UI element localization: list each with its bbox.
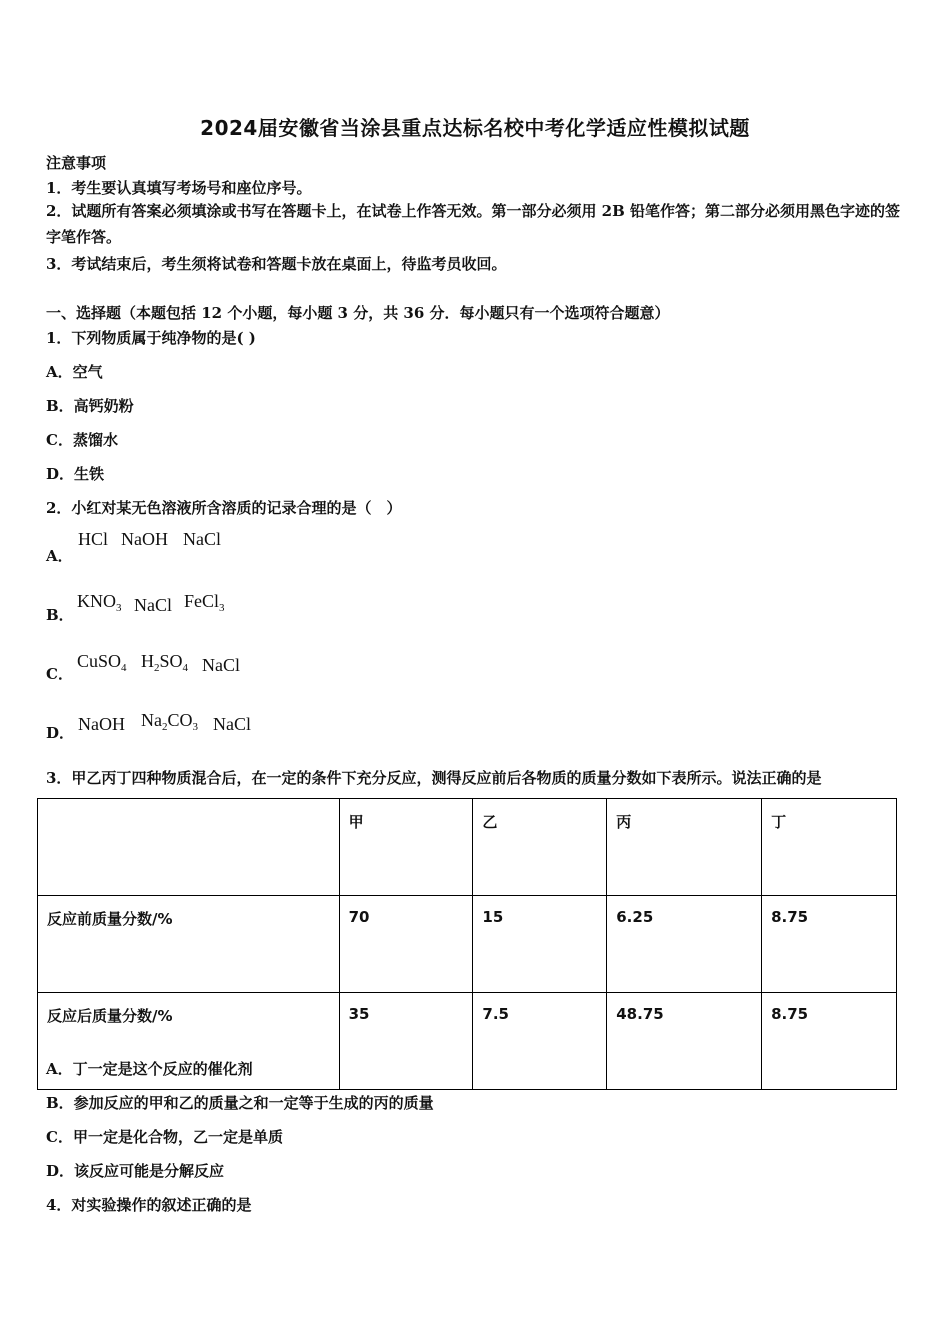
q3-table [37,798,897,1090]
q2-d-formula-2: $Na_2CO_3$ [141,710,199,733]
q1-option-a: A．空气 [46,363,103,381]
table-cell: 8.75 [762,993,897,1090]
table-cell: 6.25 [607,896,762,993]
q1-option-d: D．生铁 [46,465,105,483]
q2-letter-a: A． [46,547,73,565]
notice-item-3: 3．考试结束后，考生须将试卷和答题卡放在桌面上，待监考员收回。 [46,255,507,273]
notice-heading: 注意事项 [46,154,107,172]
q2-c-formula-1: CuSO$_4$ [77,651,127,674]
table-cell: 反应前质量分数/% [38,896,340,993]
q3-option-d: D．该反应可能是分解反应 [46,1162,225,1180]
q2-d-formula-1: NaOH [78,714,125,734]
table-header-row [38,799,897,896]
q3-stem: 3．甲乙丙丁四种物质混合后，在一定的条件下充分反应，测得反应前后各物质的质量分数如下表所示。说法正确的是 [46,769,822,787]
q2-b-formula-3: FeCl$_3$ [184,591,225,614]
q2-b-formula-2: NaCl [134,595,172,615]
table-header-cell: 丙 [607,799,762,896]
q3-option-b: B．参加反应的甲和乙的质量之和一定等于生成的丙的质量 [46,1094,434,1112]
q2-stem: 2．小红对某无色溶液所含溶质的记录合理的是（ ） [46,499,402,517]
q2-a-formula-3: NaCl [183,529,221,549]
q2-letter-c: C． [46,665,73,683]
table-header-cell: 乙 [473,799,607,896]
q2-b-formula-1: $KNO_3$ [77,591,122,614]
q3-option-c: C．甲一定是化合物，乙一定是单质 [46,1128,283,1146]
q2-c-formula-2: $H_2SO_4$ [141,651,189,674]
q1-option-c: C．蒸馏水 [46,431,118,449]
table-cell: 70 [339,896,473,993]
table-cell: 8.75 [762,896,897,993]
q2-letter-b: B． [46,606,74,624]
page-title: 2024届安徽省当涂县重点达标名校中考化学适应性模拟试题 [200,116,750,140]
table-cell: 7.5 [473,993,607,1090]
q1-stem: 1．下列物质属于纯净物的是( ) [46,329,256,347]
q2-a-formula-1: HCl [78,529,109,549]
q1-option-b: B．高钙奶粉 [46,397,134,415]
table-cell: 反应后质量分数/% [38,993,340,1090]
q2-c-formula-3: NaCl [202,655,240,675]
table-header-cell: 丁 [762,799,897,896]
notice-item-2: 2．试题所有答案必须填涂或书写在答题卡上，在试卷上作答无效。第一部分必须用 2B 铅笔作答；第二部分必须用黑色字迹的签字笔作答。 [46,202,901,246]
table-cell: 35 [339,993,473,1090]
q4-stem: 4．对实验操作的叙述正确的是 [46,1196,252,1214]
q2-letter-d: D． [46,724,75,742]
table-row [38,896,897,993]
q2-a-formula-2: NaOH [121,529,168,549]
q2-d-formula-3: NaCl [213,714,251,734]
q3-option-a: A．丁一定是这个反应的催化剂 [46,1060,253,1078]
notice-item-1: 1．考生要认真填写考场号和座位序号。 [46,179,312,197]
section-heading: 一、选择题（本题包括 12 个小题，每小题 3 分，共 36 分．每小题只有一个选项符合题意） [46,304,670,322]
table-cell: 48.75 [607,993,762,1090]
table-cell: 15 [473,896,607,993]
table-header-cell: 甲 [339,799,473,896]
table-header-cell [38,799,340,896]
